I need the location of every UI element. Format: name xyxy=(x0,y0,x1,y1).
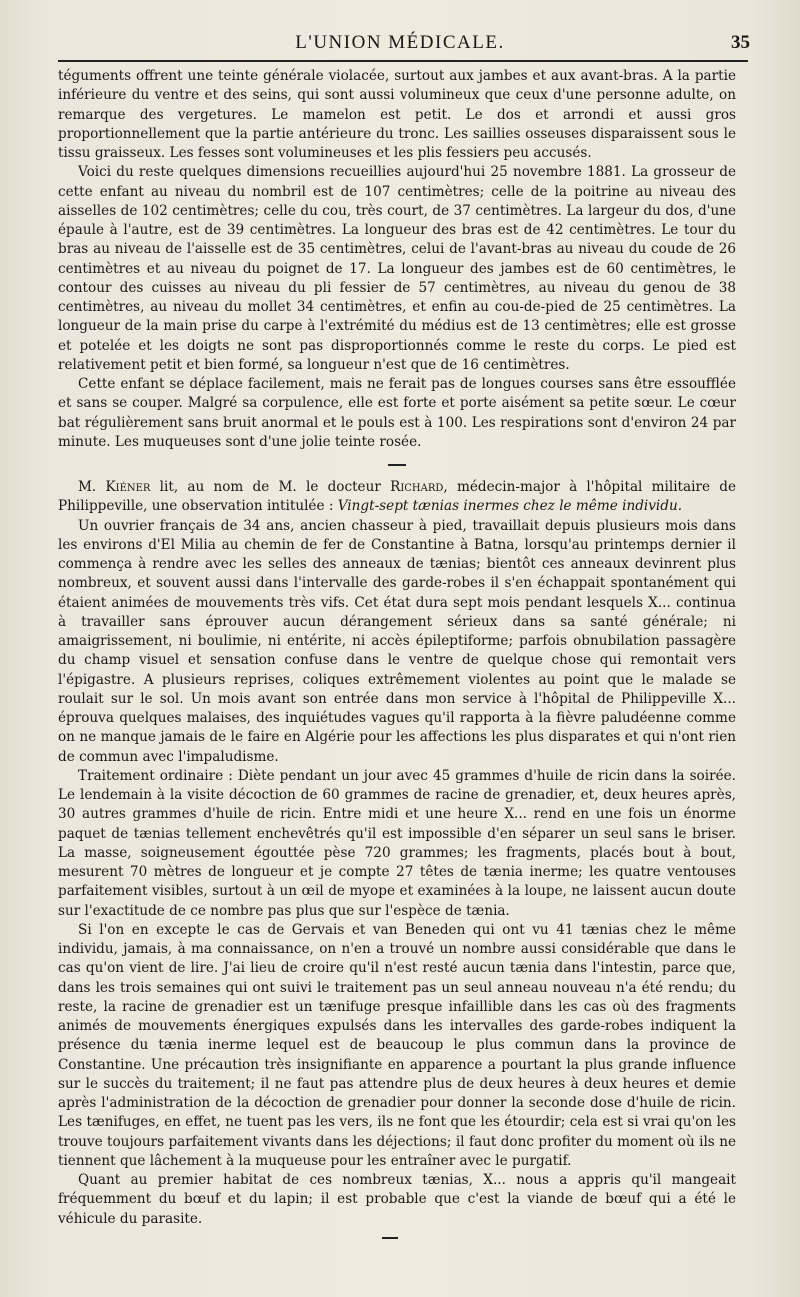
section-separator xyxy=(58,452,736,478)
paragraph: Un ouvrier français de 34 ans, ancien chasseur à pied, travaillait depuis plusieurs mois dans les environs d'El Milia au chemin de fer de Constantine à Batna, lorsqu'au printemps dernier il commença à rendre avec les selles des anneaux de tænias; bientôt ces anneaux devinrent plus nombreux, et souvent aussi dans l'intervalle des garde-robes il s'en échappait spontanément qui étaient animées de mouvements très vifs. Cet état dura sept mois pendant lesquels X... continua à travailler sans éprouver aucun dérangement sérieux dans sa santé générale; ni amaigrissement, ni boulimie, ni entérite, ni accès épileptiforme; parfois obnubilation passagère du champ visuel et sensation confuse dans le ventre de quelque chose qui remontait vers l'épigastre. A plusieurs reprises, coliques extrêmement violentes au point que le malade se roulait sur le sol. Un mois avant son entrée dans mon service à l'hôpital de Philippeville X... éprouva quelques malaises, des inquiétudes vagues qu'il rapporta à la fièvre paludéenne comme on ne manque jamais de le faire en Algérie pour les affections les plus disparates et qui n'ont rien de commun avec l'impaludisme. xyxy=(58,517,736,765)
running-header xyxy=(58,28,750,62)
paragraph: Traitement ordinaire : Diète pendant un jour avec 45 grammes d'huile de ricin dans la soirée. Le lendemain à la visite décoction de 60 grammes de racine de grenadier, et, deux heures après, 30 autres grammes d'huile de ricin. Entre midi et une heure X... rend en une fois un énorme paquet de tænias tellement enchevêtrés qu'il est impossible d'en séparer un seul sans le briser. La masse, soigneusement égouttée pèse 720 grammes; les fragments, placés bout à bout, mesurent 70 mètres de longueur et je compte 27 têtes de tænia inerme; les quatre ventouses parfaitement visibles, surtout à un œil de myope et examinées à la loupe, ne laissent aucun doute sur l'exactitude de ce nombre pas plus que sur l'espèce de tænia. xyxy=(58,767,736,919)
paragraph: Voici du reste quelques dimensions recueillies aujourd'hui 25 novembre 1881. La grosseur de cette enfant au niveau du nombril est de 107 centimètres; celle de la poitrine au niveau des aisselles de 102 centimètres; celle du cou, très court, de 37 centimètres. La largeur du dos, d'une épaule à l'autre, est de 39 centimètres. La longueur des bras est de 42 centimètres. Le tour du bras au niveau de l'aisselle est de 35 centimètres, celui de l'avant-bras au niveau du coude de 26 centimètres et au niveau du poignet de 17. La longueur des jambes est de 60 centimètres, le contour des cuisses au niveau du pli fessier de 57 centimètres, au niveau du genou de 38 centimètres, au niveau du mollet 34 centimètres, et enfin au cou-de-pied de 25 centimètres. La longueur de la main prise du carpe à l'extrémité du médius est de 13 centimètres; elle est grosse et potelée et les doigts ne sont pas disproportionnés comme le reste du corps. Le pied est relativement petit et bien formé, sa longueur n'est que de 16 centimètres. xyxy=(58,164,736,373)
header-rule xyxy=(58,60,748,62)
paragraph: téguments offrent une teinte générale violacée, surtout aux jambes et aux avant-bras. A la partie inférieure du ventre et des seins, qui sont aussi volumineux que ceux d'une personne adulte, on remarque des vergetures. Le mamelon est petit. Le dos et arrondi et aussi gros proportionnellement que la partie antérieure du tronc. Les saillies osseuses disparaissent sous le tissu graisseux. Les fesses sont volumineuses et les plis fessiers peu accusés. xyxy=(58,68,736,161)
text-run: lit, au nom de M. le docteur xyxy=(150,479,391,495)
body-text xyxy=(58,67,736,1229)
footer-separator xyxy=(382,1237,398,1239)
author-name: M. Kiéner xyxy=(78,479,151,495)
text-run: , médecin-major à l'hôpital militaire de Philippeville, une observation intitulée : xyxy=(58,479,736,515)
author-name: Richard xyxy=(390,479,444,495)
journal-title: L'UNION MÉDICALE. xyxy=(295,32,505,53)
observation-title: Vingt-sept tænias inermes chez le même individu. xyxy=(337,498,683,515)
paragraph: Si l'on en excepte le cas de Gervais et van Beneden qui ont vu 41 tænias chez le même individu, jamais, à ma connaissance, on n'en a trouvé un nombre aussi considérable que dans le cas qu'on vient de lire. J'ai lieu de croire qu'il n'est resté aucun tænia dans l'intestin, parce que, dans les trois semaines qui ont suivi le traitement pas un seul anneau nouveau n'a été rendu; du reste, la racine de grenadier est un tænifuge presque infaillible dans les cas où des fragments animés de mouvements énergiques expulsés dans les intervalles des garde-robes indiquent la présence du tænia inerme lequel est de beaucoup le plus commun dans la province de Constantine. Une précaution très insignifiante en apparence a pourtant la plus grande influence sur le succès du traitement; il ne faut pas attendre plus de deux heures à deux heures et demie après l'administration de la décoction de grenadier pour donner la seconde dose d'huile de ricin. Les tænifuges, en effet, ne tuent pas les vers, ils ne font que les étourdir; cela est si vrai qu'on les trouve toujours parfaitement vivants dans les déjections; il faut donc profiter du moment où ils ne tiennent que lâchement à la muqueuse pour les entraîner avec le purgatif. xyxy=(58,921,736,1169)
paragraph: Quant au premier habitat de ces nombreux tænias, X... nous a appris qu'il mangeait fréquemment du bœuf et du lapin; il est probable que c'est la viande de bœuf qui a été le véhicule du parasite. xyxy=(58,1172,736,1227)
paragraph: Cette enfant se déplace facilement, mais ne ferait pas de longues courses sans être essoufflée et sans se couper. Malgré sa corpulence, elle est forte et porte aisément sa petite sœur. Le cœur bat régulièrement sans bruit anormal et le pouls est à 100. Les respirations sont d'environ 24 par minute. Les muqueuses sont d'une jolie teinte rosée. xyxy=(58,376,736,450)
page-number: 35 xyxy=(731,32,750,53)
paragraph xyxy=(58,478,736,517)
